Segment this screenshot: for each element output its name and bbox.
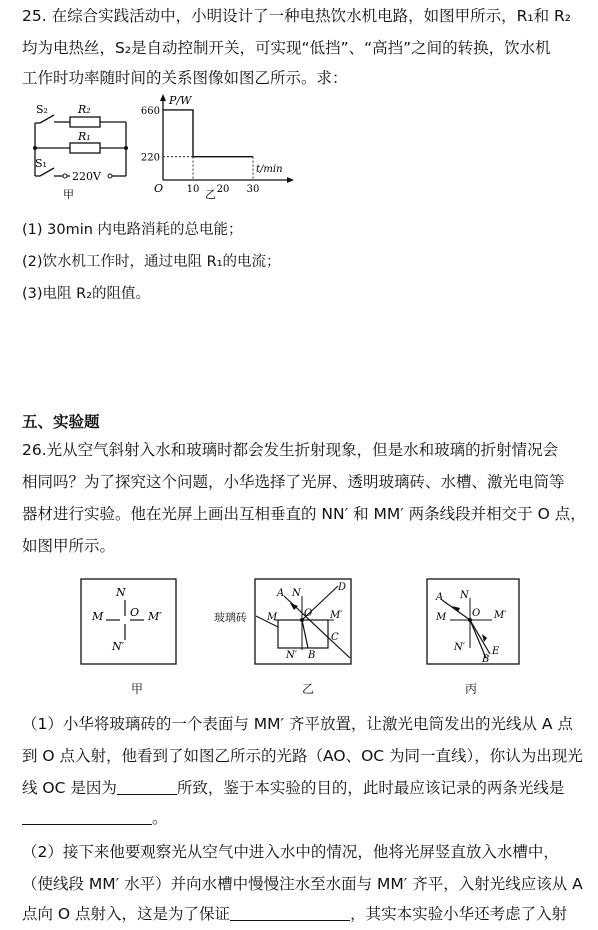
answer-blank-2[interactable] xyxy=(22,809,152,825)
r1-label: R₁ xyxy=(78,130,91,143)
y-tick-label: 220 xyxy=(140,152,160,164)
label-o: O xyxy=(130,606,140,619)
voltage-label: 220V xyxy=(72,170,101,183)
label-m-prime: M′ xyxy=(494,610,507,621)
circuit-diagram xyxy=(30,98,140,203)
label-m: M xyxy=(92,610,104,623)
label-e: E xyxy=(492,646,500,657)
origin-label: O xyxy=(154,182,164,195)
part1-line-3a: 线 OC 是因为 xyxy=(22,779,117,797)
label-a: A xyxy=(436,592,444,603)
label-c: C xyxy=(331,632,339,643)
x-tick-label: 20 xyxy=(216,184,230,195)
r2-label: R₂ xyxy=(78,103,91,116)
q26-line-1: 26.光从空气斜射入水和玻璃时都会发生折射现象，但是水和玻璃的折射情况会 xyxy=(22,441,559,459)
answer-blank-3[interactable] xyxy=(230,905,350,921)
label-b: B xyxy=(308,650,316,661)
y-tick-label: 660 xyxy=(140,105,160,117)
label-n-prime: N′ xyxy=(286,650,298,661)
label-n-prime: N′ xyxy=(112,640,125,653)
q25-line-3: 工作时功率随时间的关系图像如图乙所示。求： xyxy=(22,69,348,87)
label-o: O xyxy=(304,608,313,619)
figure-bing xyxy=(426,578,522,666)
part2-line-1: （2）接下来他要观察光从空气中进入水中的情况，他将光屏竖直放入水槽中， xyxy=(22,843,559,861)
x-tick-label: 30 xyxy=(246,184,260,195)
x-tick-label: 10 xyxy=(186,184,200,195)
circuit-caption: 甲 xyxy=(63,188,74,201)
caption-jia: 甲 xyxy=(131,682,144,696)
label-m: M xyxy=(436,612,447,623)
q25-question-2: (2)饮水机工作时，通过电阻 R₁的电流； xyxy=(22,254,281,270)
q25-question-1: (1) 30min 内电路消耗的总电能； xyxy=(22,222,243,238)
power-time-graph xyxy=(140,92,295,201)
graph-caption: 乙 xyxy=(205,188,216,201)
label-n: N xyxy=(116,586,126,599)
part1-line-1: （1）小华将玻璃砖的一个表面与 MM′ 齐平放置，让激光电筒发出的光线从 A 点 xyxy=(22,715,573,733)
part1-line-3b: 所致，鉴于本实验的目的，此时最应该记录的两条光线是 xyxy=(176,779,565,797)
q26-line-2: 相同吗？为了探究这个问题，小华选择了光屏、透明玻璃砖、水槽、激光电筒等 xyxy=(22,473,565,491)
label-b: B xyxy=(482,654,490,665)
figure-jia xyxy=(80,578,178,666)
label-m-prime: M′ xyxy=(330,610,343,621)
part2-line-3a: 点向 O 点射入，这是为了保证 xyxy=(22,905,231,923)
q25-line-1: 25. 在综合实践活动中，小明设计了一种电热饮水机电路，如图甲所示，R₁和 R₂ xyxy=(22,7,571,25)
answer-blank-1[interactable] xyxy=(117,779,177,795)
x-axis-label: t/min xyxy=(256,164,283,175)
part1-line-4 xyxy=(22,808,168,828)
part2-line-3b: ，其实本实验小华还考虑了入射 xyxy=(350,905,568,923)
part1-line-4-end: 。 xyxy=(152,809,168,827)
part2-line-3 xyxy=(22,904,567,924)
q25-question-3: (3)电阻 R₂的阻值。 xyxy=(22,286,151,302)
s1-label: S₁ xyxy=(35,157,47,170)
part2-line-2: （使线段 MM′ 水平）并向水槽中慢慢注水至水面与 MM′ 齐平，入射光线应该从 A xyxy=(22,875,583,893)
label-n: N xyxy=(292,588,301,599)
part1-line-3 xyxy=(22,778,564,798)
power-line xyxy=(163,110,253,157)
label-n-prime: N′ xyxy=(454,642,466,653)
figure-yi xyxy=(254,578,354,666)
glass-label: 玻璃砖 xyxy=(214,611,247,624)
s2-label: S₂ xyxy=(36,103,48,116)
label-o: O xyxy=(472,608,481,619)
y-axis-label: P/W xyxy=(169,94,192,107)
label-m: M xyxy=(267,612,278,623)
part1-line-2: 到 O 点入射，他看到了如图乙所示的光路（AO、OC 为同一直线），你认为出现光 xyxy=(22,747,583,765)
label-d: D xyxy=(338,582,347,593)
section-title: 五、实验题 xyxy=(22,413,100,431)
caption-bing: 丙 xyxy=(465,682,478,696)
label-n: N xyxy=(460,590,469,601)
q25-line-2: 均为电热丝，S₂是自动控制开关，可实现“低挡”、“高挡”之间的转换，饮水机 xyxy=(22,39,551,57)
q26-line-4: 如图甲所示。 xyxy=(22,537,116,555)
label-m-prime: M′ xyxy=(148,610,162,623)
caption-yi: 乙 xyxy=(302,682,315,696)
q26-line-3: 器材进行实验。他在光屏上画出互相垂直的 NN′ 和 MM′ 两条线段并相交于 O 点， xyxy=(22,505,586,523)
label-a: A xyxy=(277,588,285,599)
